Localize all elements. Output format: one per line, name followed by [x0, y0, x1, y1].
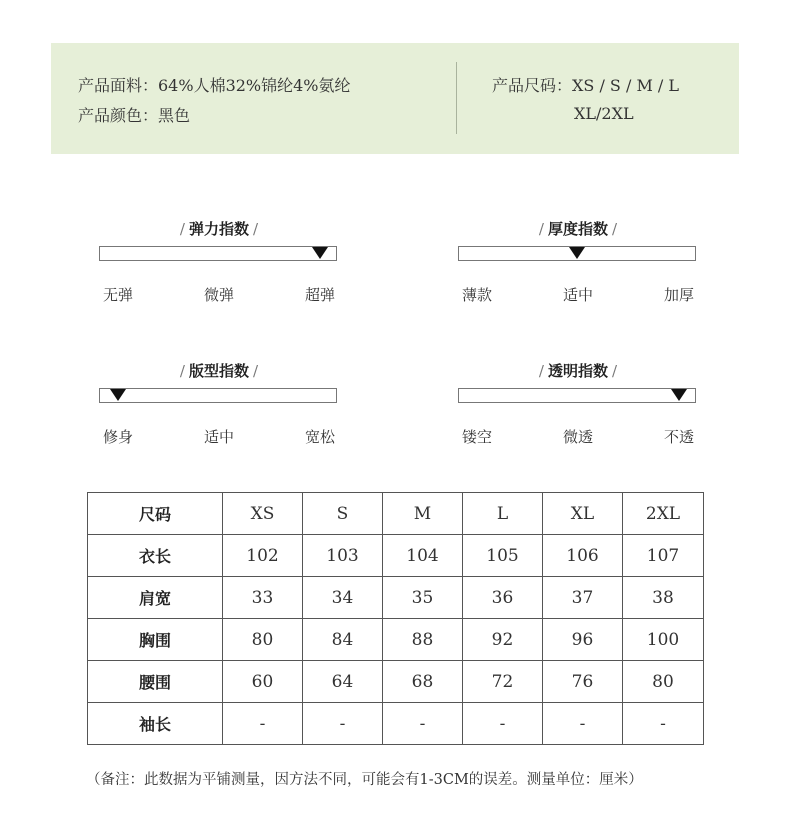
slash-left: / [538, 220, 544, 238]
row-label: 衣长 [88, 535, 223, 577]
table-cell: 68 [383, 661, 463, 703]
table-cell: - [303, 703, 383, 745]
header-cell: M [383, 493, 463, 535]
slash-left: / [538, 362, 544, 380]
header-cell: S [303, 493, 383, 535]
index-title-text: 弹力指数 [188, 220, 249, 238]
index-title [458, 218, 698, 239]
table-cell: 96 [543, 619, 623, 661]
slash-right: / [253, 362, 259, 380]
scale-label-low: 镂空 [462, 428, 493, 446]
measurement-note: （备注：此数据为平铺测量，因方法不同，可能会有1-3CM的误差。测量单位：厘米） [86, 772, 643, 788]
fit-index [99, 360, 339, 460]
table-row [88, 619, 704, 661]
scale-label-low: 无弹 [103, 286, 134, 304]
table-cell: - [223, 703, 303, 745]
index-title [99, 360, 339, 381]
header-cell: XS [223, 493, 303, 535]
table-row [88, 577, 704, 619]
fabric-text: 产品面料：64%人棉32%锦纶4%氨纶 [78, 76, 351, 95]
row-label: 袖长 [88, 703, 223, 745]
index-bar [458, 388, 696, 403]
header-cell: 2XL [623, 493, 704, 535]
table-cell: 100 [623, 619, 704, 661]
table-cell: 33 [223, 577, 303, 619]
color-text: 产品颜色：黑色 [78, 106, 191, 125]
elasticity-index [99, 218, 339, 318]
table-cell: 35 [383, 577, 463, 619]
table-cell: 76 [543, 661, 623, 703]
table-cell: 105 [463, 535, 543, 577]
scale-label-high: 不透 [664, 428, 695, 446]
header-cell: 尺码 [88, 493, 223, 535]
table-cell: 80 [223, 619, 303, 661]
index-marker-icon [671, 389, 687, 401]
scale-label-mid: 微弹 [204, 286, 235, 304]
transparency-index [458, 360, 698, 460]
header-cell: XL [543, 493, 623, 535]
scale-label-high: 加厚 [664, 286, 695, 304]
table-cell: 84 [303, 619, 383, 661]
scale-label-high: 宽松 [305, 428, 336, 446]
sizes-text-line1: 产品尺码：XS / S / M / L [492, 76, 680, 95]
table-cell: - [623, 703, 704, 745]
scale-label-high: 超弹 [305, 286, 336, 304]
table-row [88, 661, 704, 703]
table-cell: 36 [463, 577, 543, 619]
header-cell: L [463, 493, 543, 535]
row-label: 胸围 [88, 619, 223, 661]
slash-left: / [179, 220, 185, 238]
table-cell: 60 [223, 661, 303, 703]
table-row [88, 703, 704, 745]
table-row [88, 535, 704, 577]
scale-label-mid: 微透 [563, 428, 594, 446]
index-bar [99, 388, 337, 403]
scale-label-low: 薄款 [462, 286, 493, 304]
index-title-text: 厚度指数 [547, 220, 608, 238]
table-cell: - [543, 703, 623, 745]
index-marker-icon [312, 247, 328, 259]
table-cell: 64 [303, 661, 383, 703]
product-info-box [51, 43, 739, 154]
slash-right: / [612, 362, 618, 380]
table-header-row [88, 493, 704, 535]
table-cell: 92 [463, 619, 543, 661]
table-cell: - [463, 703, 543, 745]
table-cell: 34 [303, 577, 383, 619]
size-table [87, 492, 704, 745]
index-title-text: 版型指数 [188, 362, 249, 380]
scale-label-mid: 适中 [563, 286, 594, 304]
table-cell: - [383, 703, 463, 745]
sizes-text-line2: XL/2XL [574, 104, 634, 123]
info-divider [456, 62, 457, 134]
slash-right: / [612, 220, 618, 238]
index-marker-icon [569, 247, 585, 259]
table-cell: 72 [463, 661, 543, 703]
row-label: 腰围 [88, 661, 223, 703]
table-cell: 38 [623, 577, 704, 619]
table-cell: 37 [543, 577, 623, 619]
index-marker-icon [110, 389, 126, 401]
table-cell: 102 [223, 535, 303, 577]
thickness-index [458, 218, 698, 318]
slash-right: / [253, 220, 259, 238]
table-cell: 103 [303, 535, 383, 577]
table-cell: 80 [623, 661, 704, 703]
table-cell: 88 [383, 619, 463, 661]
slash-left: / [179, 362, 185, 380]
index-title-text: 透明指数 [547, 362, 608, 380]
row-label: 肩宽 [88, 577, 223, 619]
table-cell: 106 [543, 535, 623, 577]
index-bar [99, 246, 337, 261]
table-cell: 107 [623, 535, 704, 577]
table-cell: 104 [383, 535, 463, 577]
scale-label-low: 修身 [103, 428, 134, 446]
scale-label-mid: 适中 [204, 428, 235, 446]
index-title [458, 360, 698, 381]
index-title [99, 218, 339, 239]
